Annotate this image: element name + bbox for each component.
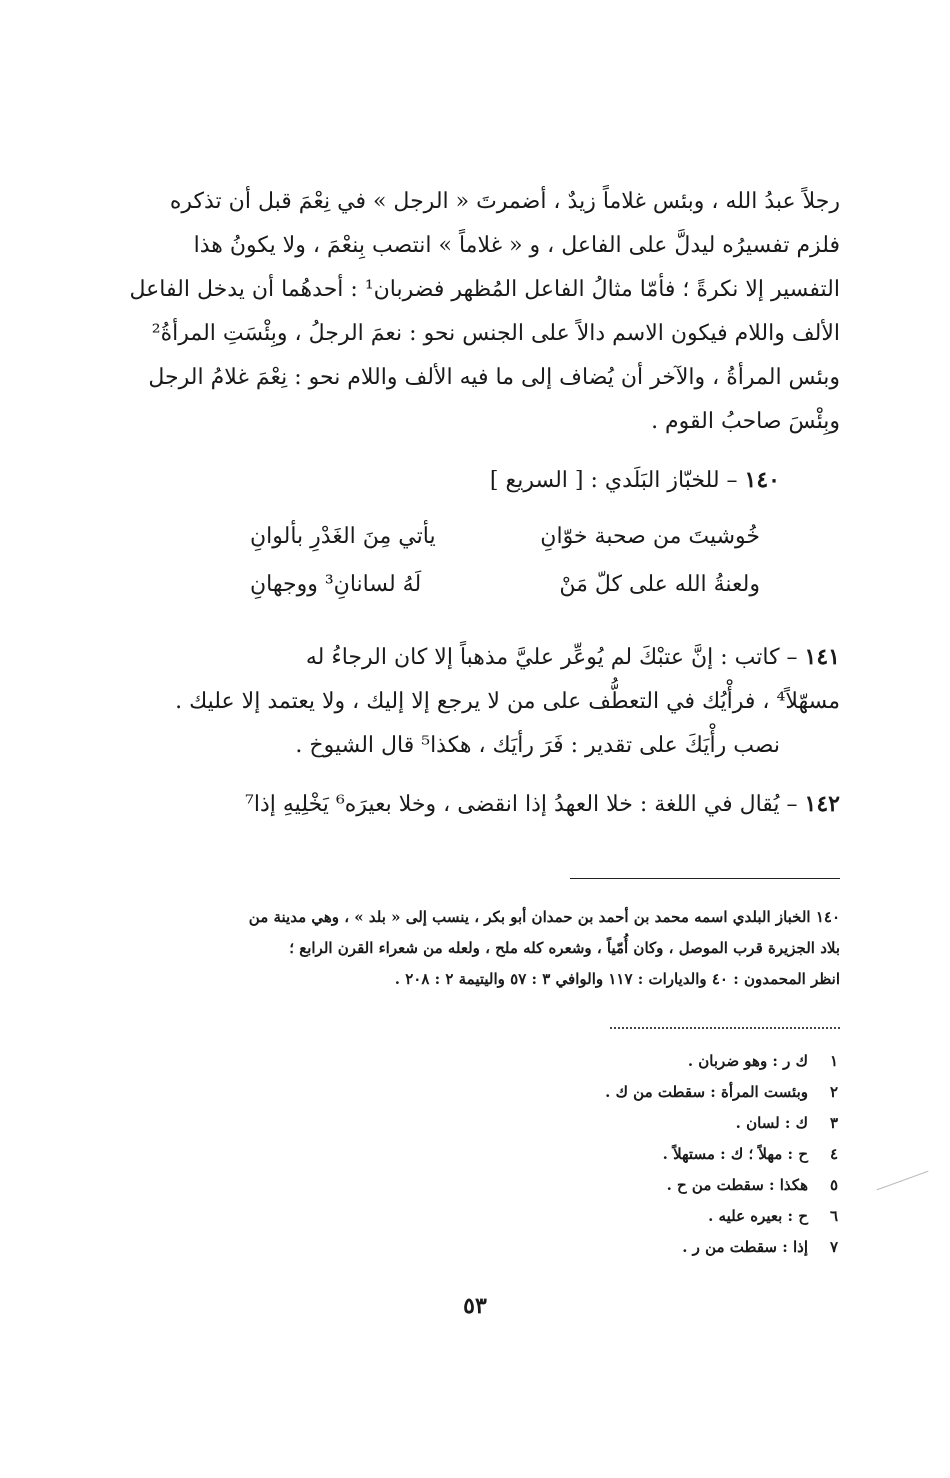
verse-hemistich: يأتي مِنَ الغَدْرِ بألوانِ (250, 524, 436, 549)
variant-text: ح : مهلاً ؛ ك : مستهلاً . (662, 1145, 808, 1163)
variant-notes (605, 1046, 838, 1263)
variant-number: ٣ (829, 1114, 838, 1132)
variant-number: ٢ (829, 1083, 838, 1101)
variant-note (605, 1108, 838, 1139)
variant-number: ٥ (829, 1176, 838, 1194)
entry-141 (170, 635, 840, 768)
verse-hemistich: خُوشيتَ من صحبة خوّانِ (540, 524, 760, 549)
footnote-line: بلاد الجزيرة قرب الموصل ، وكان أُمّياً ، وشعره كله ملح ، ولعله من شعراء القرن الرابع ؛ (289, 939, 840, 957)
verse-hemistich: لَهُ لسانانِ³ ووجهانِ (250, 572, 422, 597)
entry-dash: – (726, 468, 738, 493)
variant-note (605, 1077, 838, 1108)
variant-text: ح : بعيره عليه . (708, 1207, 808, 1225)
entry-dash: – (786, 645, 798, 670)
body-line: الألف واللام فيكون الاسم دالاً على الجنس نحو : نعمَ الرجلُ ، وبِئْسَتِ المرأةُ² (151, 321, 840, 346)
entry-number: ١٤١ (804, 644, 840, 670)
body-line: وبئس المرأةُ ، والآخر أن يُضاف إلى ما فيه الألف واللام نحو : نِعْمَ غلامُ الرجل (148, 365, 840, 390)
variant-text: وبئست المرأة : سقطت من ك . (605, 1083, 808, 1101)
variant-number: ٧ (829, 1238, 838, 1256)
entry-142 (170, 782, 840, 827)
opening-paragraph (129, 180, 840, 444)
page-body (129, 180, 840, 827)
footnote-entry-140 (185, 902, 840, 995)
body-line: نصب رأْيَكَ على تقدير : فَرَ رأيَك ، هكذا⁵ قال الشيوخ . (295, 733, 780, 758)
variant-note (605, 1232, 838, 1263)
variant-number: ١ (829, 1052, 838, 1070)
variant-text: ك : لسان . (735, 1114, 808, 1132)
body-line: رجلاً عبدُ الله ، وبئس غلاماً زيدٌ ، أضمرتَ « الرجل » في نِعْمَ قبل أن تذكره (169, 189, 840, 214)
entry-text: يُقال في اللغة : خلا العهدُ إذا انقضى ، وخلا بعيرَه⁶ يَخْلِيهِ إذا⁷ (245, 792, 780, 817)
body-line: وبِئْسَ صاحبُ القوم . (651, 409, 840, 434)
scan-mark (876, 1171, 928, 1191)
entry-heading: للخبّاز البَلَدي : [ السريع ] (489, 468, 720, 493)
variant-note (605, 1201, 838, 1232)
body-line: التفسير إلا نكرةً ؛ فأمّا مثالُ الفاعل المُظهر فضربان¹ : أحدهُما أن يدخل الفاعل (129, 277, 840, 302)
entry-number: ١٤٢ (804, 791, 840, 817)
footnote-separator (570, 878, 840, 879)
verse-block (250, 513, 760, 609)
verse-line (250, 513, 760, 561)
footnote-line: انظر المحمدون : ٤٠ والديارات : ١١٧ والوافي ٣ : ٥٧ واليتيمة ٢ : ٢٠٨ . (394, 970, 840, 988)
entry-140 (170, 458, 840, 609)
body-line: فلزم تفسيرُه ليدلَّ على الفاعل ، و « غلاماً » انتصب بِنعْمَ ، ولا يكونُ هذا (193, 233, 840, 258)
entry-dash: – (786, 792, 798, 817)
verse-hemistich: ولعنةُ الله على كلّ مَنْ (559, 572, 760, 597)
variant-number: ٦ (829, 1207, 838, 1225)
page-number: ٥٣ (463, 1293, 487, 1319)
variant-text: هكذا : سقطت من ح . (666, 1176, 808, 1194)
body-line (170, 635, 840, 680)
variant-note (605, 1139, 838, 1170)
variant-note (605, 1046, 838, 1077)
variant-text: إذا : سقطت من ر . (682, 1238, 808, 1256)
footnote-line: ١٤٠ الخباز البلدي اسمه محمد بن أحمد بن حمدان أبو بكر ، ينسب إلى « بلد » ، وهي مدينة من (248, 908, 840, 926)
entry-text: كاتب : إنَّ عتبْكَ لم يُوعِّر عليَّ مذهباً إلا كان الرجاءُ له (305, 645, 780, 670)
variant-number: ٤ (829, 1145, 838, 1163)
entry-number: ١٤٠ (744, 467, 780, 493)
dotted-separator (610, 1027, 840, 1029)
body-line: مسهّلاً⁴ ، فرأْيُك في التعطُّف على من لا يرجع إلا إليك ، ولا يعتمد إلا عليك . (175, 689, 840, 714)
variant-note (605, 1170, 838, 1201)
variant-text: ك ر : وهو ضربان . (687, 1052, 808, 1070)
verse-line (250, 561, 760, 609)
